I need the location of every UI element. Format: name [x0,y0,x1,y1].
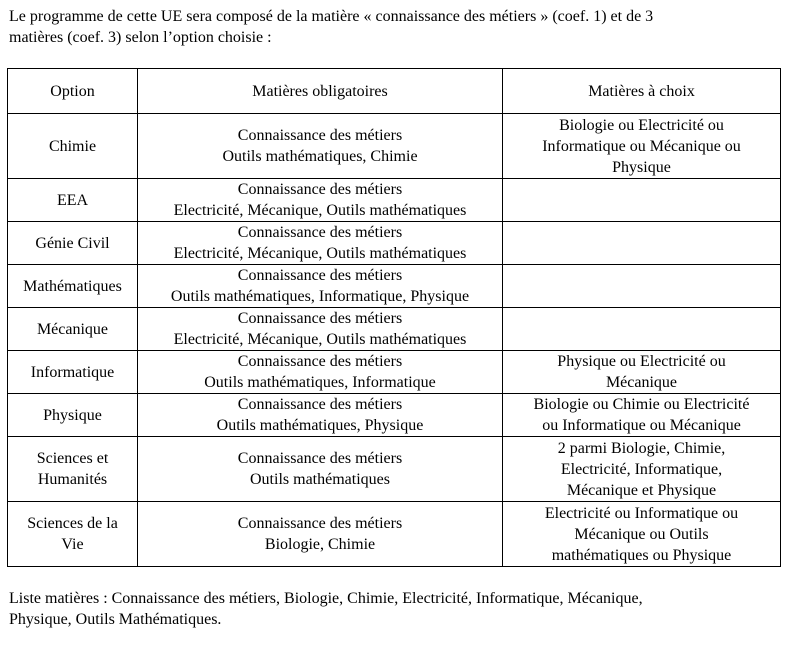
table-row [8,222,781,265]
table-row [8,502,781,567]
obligatoires-line: Electricité, Mécanique, Outils mathématiques [173,202,467,219]
option-label: Génie Civil [35,234,110,252]
choix-cell [503,308,781,351]
choix-line: Electricité, Informatique, [560,460,723,478]
obligatoires-line: Connaissance des métiers [237,181,403,198]
intro-paragraph [9,6,789,48]
choix-line: Physique [612,158,671,176]
option-label: EEA [56,191,89,209]
subject-list-paragraph [9,588,789,630]
table-row [8,179,781,222]
obligatoires-line: Outils mathématiques, Informatique [204,374,436,391]
obligatoires-line: Electricité, Mécanique, Outils mathématiques [173,331,467,348]
table-row [8,394,781,437]
choix-line: Mécanique et Physique [566,481,717,499]
header-option: Option [8,69,138,114]
obligatoires-cell [138,308,503,351]
choix-cell [503,179,781,222]
intro-line-2: matières (coef. 3) selon l’option choisie : [9,29,272,46]
programme-table [7,68,781,567]
choix-line: 2 parmi Biologie, Chimie, [557,439,726,457]
table-row [8,308,781,351]
choix-line: mathématiques ou Physique [551,546,732,564]
option-cell [8,222,138,265]
option-label: Chimie [48,137,97,155]
intro-line-1: Le programme de cette UE sera composé de la matière « connaissance des métiers » (coef. 1) et de 3 [9,8,654,25]
option-label: Mathématiques [23,277,122,295]
table-row [8,437,781,502]
choix-line: Mécanique [605,374,678,391]
obligatoires-cell [138,437,503,502]
choix-cell [503,222,781,265]
obligatoires-line: Biologie, Chimie [264,536,376,553]
obligatoires-line: Connaissance des métiers [237,224,403,241]
obligatoires-line: Connaissance des métiers [237,267,403,284]
option-cell [8,114,138,179]
choix-line: Biologie ou Electricité ou [559,116,724,134]
obligatoires-line: Electricité, Mécanique, Outils mathématiques [173,245,467,262]
obligatoires-line: Outils mathématiques, Informatique, Physique [170,288,470,305]
header-matieres-obligatoires: Matières obligatoires [138,69,503,114]
choix-cell [503,114,781,179]
option-label: Physique [43,406,102,424]
option-cell [8,308,138,351]
choix-line: Electricité ou Informatique ou [544,504,739,522]
choix-line: Informatique ou Mécanique ou [542,137,741,155]
subject-list-line-1: Liste matières : Connaissance des métiers, Biologie, Chimie, Electricité, Informatique, Mécanique, [9,590,643,607]
obligatoires-line: Connaissance des métiers [237,353,403,370]
table-row [8,114,781,179]
obligatoires-cell [138,222,503,265]
obligatoires-cell [138,265,503,308]
obligatoires-cell [138,114,503,179]
obligatoires-cell [138,351,503,394]
option-cell [8,437,138,502]
choix-line: Mécanique ou Outils [574,525,709,543]
option-cell [8,502,138,567]
option-label: Vie [61,536,84,553]
option-cell [8,179,138,222]
obligatoires-line: Connaissance des métiers [237,396,403,413]
obligatoires-line: Outils mathématiques, Physique [216,417,424,434]
option-label: Informatique [30,363,115,381]
obligatoires-cell [138,179,503,222]
table-row [8,351,781,394]
choix-line: Biologie ou Chimie ou Electricité [533,396,750,413]
choix-line: ou Informatique ou Mécanique [542,417,741,434]
option-cell [8,351,138,394]
obligatoires-line: Outils mathématiques [250,471,390,488]
choix-cell [503,437,781,502]
obligatoires-line: Connaissance des métiers [237,310,403,327]
subject-list-line-2: Physique, Outils Mathématiques. [9,611,222,628]
option-cell [8,394,138,437]
table-row [8,265,781,308]
obligatoires-line: Connaissance des métiers [237,127,403,144]
option-label: Mécanique [36,320,109,338]
obligatoires-line: Connaissance des métiers [237,515,403,532]
choix-cell [503,351,781,394]
table-header-row [8,69,781,114]
choix-cell [503,265,781,308]
option-cell [8,265,138,308]
choix-cell [503,502,781,567]
header-matieres-a-choix: Matières à choix [503,69,781,114]
option-label: Sciences et [36,450,109,467]
obligatoires-line: Connaissance des métiers [237,450,403,467]
obligatoires-cell [138,502,503,567]
obligatoires-line: Outils mathématiques, Chimie [222,148,418,165]
option-label: Humanités [37,471,108,488]
option-label: Sciences de la [27,515,118,532]
choix-cell [503,394,781,437]
choix-line: Physique ou Electricité ou [557,353,726,370]
obligatoires-cell [138,394,503,437]
